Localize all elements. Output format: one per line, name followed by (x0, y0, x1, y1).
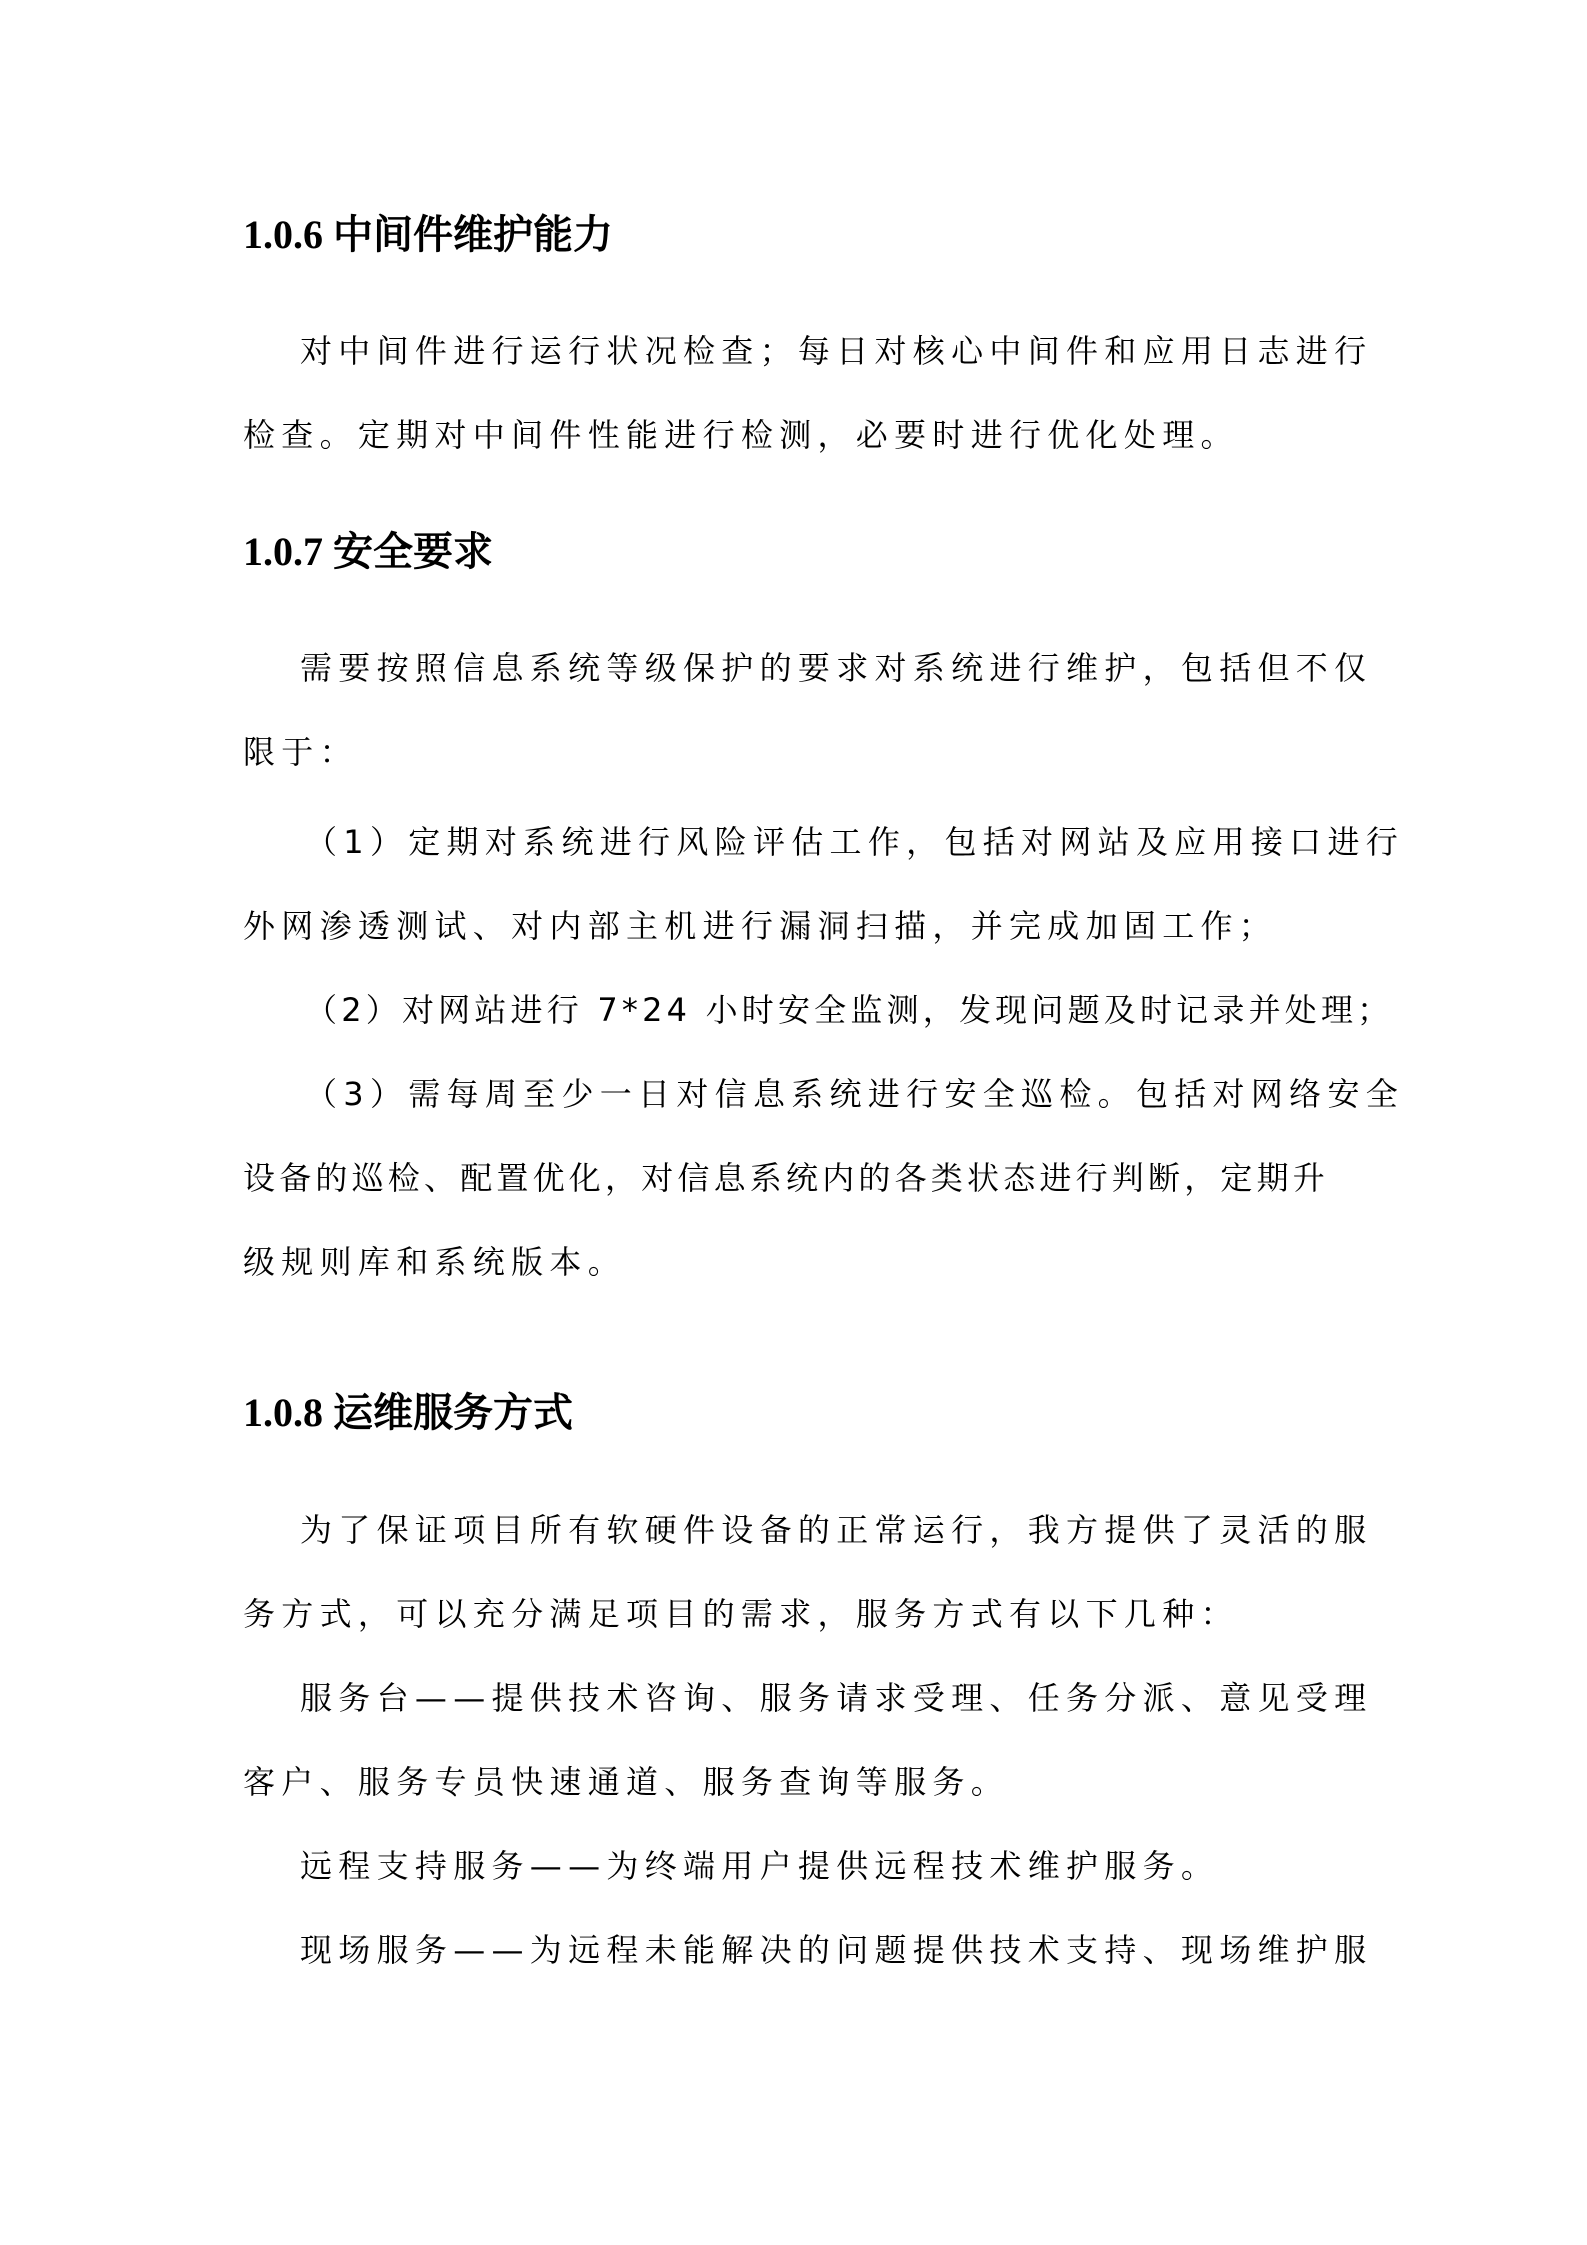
paragraph-line: 需要按照信息系统等级保护的要求对系统进行维护，包括但不仅 (300, 649, 1373, 687)
service-desk-line: 服务台——提供技术咨询、服务请求受理、任务分派、意见受理 (300, 1679, 1373, 1717)
paragraph-line: 对中间件进行运行状况检查；每日对核心中间件和应用日志进行 (300, 332, 1373, 370)
remote-support-line: 远程支持服务——为终端用户提供远程技术维护服务。 (300, 1847, 1220, 1885)
paragraph-line: 限于： (243, 733, 358, 771)
list-item-1-line: 外网渗透测试、对内部主机进行漏洞扫描，并完成加固工作； (243, 907, 1278, 945)
list-item-3-line: （3）需每周至少一日对信息系统进行安全巡检。包括对网络安全 (305, 1075, 1405, 1113)
section-heading-1-0-8: 1.0.8 运维服务方式 (243, 1390, 573, 1435)
onsite-service-line: 现场服务——为远程未能解决的问题提供技术支持、现场维护服 (300, 1931, 1373, 1969)
paragraph-line: 务方式，可以充分满足项目的需求，服务方式有以下几种： (243, 1595, 1239, 1633)
paragraph-line: 为了保证项目所有软硬件设备的正常运行，我方提供了灵活的服 (300, 1511, 1373, 1549)
list-item-1-line: （1）定期对系统进行风险评估工作，包括对网站及应用接口进行 (305, 823, 1405, 861)
service-desk-line: 客户、服务专员快速通道、服务查询等服务。 (243, 1763, 1010, 1801)
list-item-3-line: 设备的巡检、配置优化，对信息系统内的各类状态进行判断，定期升 (243, 1159, 1330, 1197)
section-heading-1-0-7: 1.0.7 安全要求 (243, 529, 493, 574)
list-item-3-line: 级规则库和系统版本。 (243, 1243, 627, 1281)
paragraph-line: 检查。定期对中间件性能进行检测，必要时进行优化处理。 (243, 416, 1239, 454)
section-heading-1-0-6: 1.0.6 中间件维护能力 (243, 212, 613, 257)
list-item-2-line: （2）对网站进行 7*24 小时安全监测，发现问题及时记录并处理； (305, 991, 1394, 1029)
